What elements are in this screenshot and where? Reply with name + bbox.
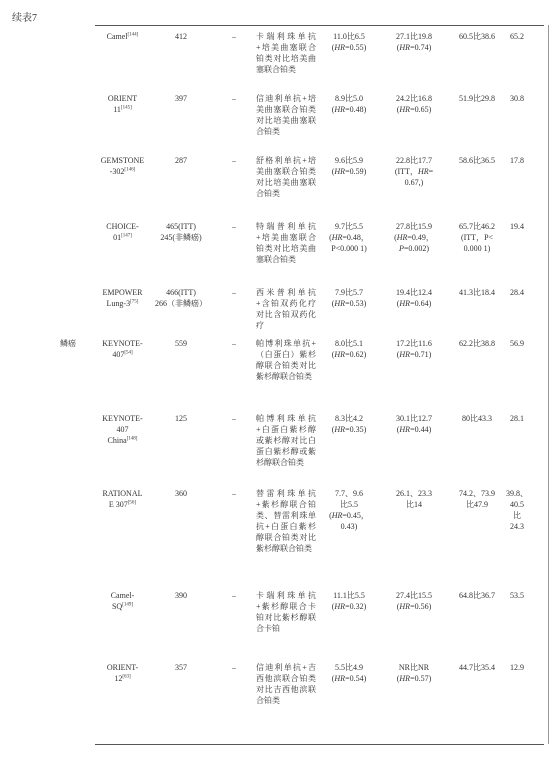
regimen-cell: 舒格利单抗+培美曲塞联合铂类对比培美曲塞联合铂类 bbox=[256, 156, 316, 198]
section-label-squamous: 鳞癌 bbox=[60, 339, 76, 348]
last-col-cell: 28.1 bbox=[510, 414, 524, 423]
regimen-cell: 卡瑞利珠单抗+培美曲塞联合铂类对比培美曲塞联合铂类 bbox=[256, 32, 316, 74]
sample-size-cell: 287 bbox=[175, 156, 187, 165]
regimen-cell: 替雷利珠单抗+紫杉醇联合铂类、替雷利珠单抗+白蛋白紫杉醇联合铂类对比紫杉醇联合铂类 bbox=[256, 489, 316, 553]
os-cell: 27.4比15.5 (HR=0.56) bbox=[396, 591, 432, 611]
last-col-cell: 19.4 bbox=[510, 222, 524, 231]
pfs-cell: 11.0比6.5 (HR=0.55) bbox=[331, 32, 367, 52]
dash-cell: – bbox=[232, 222, 236, 231]
regimen-cell: 帕博利珠单抗+（白蛋白）紫杉醇联合铂类对比紫杉醇联合铂类 bbox=[256, 339, 316, 381]
last-col-cell: 28.4 bbox=[510, 288, 524, 297]
os-cell: 27.1比19.8 (HR=0.74) bbox=[396, 32, 432, 52]
sample-size-cell: 559 bbox=[175, 339, 187, 348]
regimen-cell: 帕博利珠单抗+白蛋白紫杉醇或紫杉醇对比白蛋白紫杉醇或紫杉醇联合铂类 bbox=[256, 414, 316, 467]
trial-name-cell: ORIENT 11[145] bbox=[107, 94, 138, 114]
os-cell: 22.8比17.7 (ITT，HR= 0.67,) bbox=[394, 156, 434, 187]
trial-name-cell: GEMSTONE -302[146] bbox=[100, 156, 145, 176]
trial-name-cell: Camel- SQ[149] bbox=[110, 591, 135, 611]
dash-cell: – bbox=[232, 591, 236, 600]
last-col-cell: 65.2 bbox=[510, 32, 524, 41]
top-rule bbox=[95, 25, 544, 26]
sample-size-cell: 125 bbox=[175, 414, 187, 423]
trial-name-cell: Camel[144] bbox=[106, 32, 139, 41]
last-col-cell: 53.5 bbox=[510, 591, 524, 600]
orr-cell: 58.6比36.5 bbox=[459, 156, 495, 165]
orr-cell: 44.7比35.4 bbox=[459, 663, 495, 672]
sample-size-cell: 465(ITT) 245(非鳞癌) bbox=[160, 222, 202, 242]
os-cell: 27.8比15.9 (HR=0.49， P=0.002) bbox=[394, 222, 434, 253]
trial-name-cell: KEYNOTE- 407[54] bbox=[102, 339, 143, 359]
right-border bbox=[548, 25, 549, 744]
orr-cell: 65.7比46.2 (ITT，P< 0.000 1) bbox=[459, 222, 495, 253]
orr-cell: 41.3比18.4 bbox=[459, 288, 495, 297]
orr-cell: 60.5比38.6 bbox=[459, 32, 495, 41]
pfs-cell: 9.6比5.9 (HR=0.59) bbox=[331, 156, 367, 176]
last-col-cell: 56.9 bbox=[510, 339, 524, 348]
last-col-cell: 12.9 bbox=[510, 663, 524, 672]
pfs-cell: 11.1比5.5 (HR=0.32) bbox=[331, 591, 367, 611]
last-col-cell: 17.8 bbox=[510, 156, 524, 165]
regimen-cell: 信迪利单抗+吉西他滨联合铂类对比吉西他滨联合铂类 bbox=[256, 663, 316, 705]
pfs-cell: 7.9比5.7 (HR=0.53) bbox=[331, 288, 367, 308]
dash-cell: – bbox=[232, 32, 236, 41]
pfs-cell: 8.3比4.2 (HR=0.35) bbox=[331, 414, 367, 434]
sample-size-cell: 390 bbox=[175, 591, 187, 600]
orr-cell: 74.2、73.9 比47.9 bbox=[459, 489, 495, 509]
last-col-cell: 30.8 bbox=[510, 94, 524, 103]
dash-cell: – bbox=[232, 489, 236, 498]
orr-cell: 51.9比29.8 bbox=[459, 94, 495, 103]
dash-cell: – bbox=[232, 156, 236, 165]
regimen-cell: 信迪利单抗+培美曲塞联合铂类对比培美曲塞联合铂类 bbox=[256, 94, 316, 136]
pfs-cell: 8.9比5.0 (HR=0.48) bbox=[331, 94, 367, 114]
sample-size-cell: 397 bbox=[175, 94, 187, 103]
os-cell: 19.4比12.4 (HR=0.64) bbox=[396, 288, 432, 308]
orr-cell: 62.2比38.8 bbox=[459, 339, 495, 348]
orr-cell: 80比43.3 bbox=[462, 414, 492, 423]
bottom-rule bbox=[95, 744, 544, 745]
regimen-cell: 特瑞普利单抗+培美曲塞联合铂类对比培美曲塞联合铂类 bbox=[256, 222, 316, 264]
sample-size-cell: 357 bbox=[175, 663, 187, 672]
regimen-cell: 西米普利单抗+含铂双药化疗对比含铂双药化疗 bbox=[256, 288, 316, 330]
pfs-cell: 7.7、9.6 比5.5 (HR=0.45， 0.43) bbox=[329, 489, 369, 531]
pfs-cell: 8.0比5.1 (HR=0.62) bbox=[331, 339, 367, 359]
continuation-label: 续表7 bbox=[12, 13, 37, 24]
os-cell: 30.1比12.7 (HR=0.44) bbox=[396, 414, 432, 434]
os-cell: NR比NR (HR=0.57) bbox=[396, 663, 432, 683]
last-col-cell: 39.8、 40.5 比 24.3 bbox=[506, 489, 528, 531]
os-cell: 26.1、23.3 比14 bbox=[396, 489, 432, 509]
dash-cell: – bbox=[232, 414, 236, 423]
trial-name-cell: CHOICE- 01[147] bbox=[106, 222, 139, 242]
orr-cell: 64.8比36.7 bbox=[459, 591, 495, 600]
sample-size-cell: 466(ITT) 266（非鳞癌） bbox=[155, 288, 207, 308]
trial-name-cell: KEYNOTE- 407 China[148] bbox=[102, 414, 143, 445]
pfs-cell: 9.7比5.5 (HR=0.48， P<0.000 1) bbox=[329, 222, 369, 253]
os-cell: 24.2比16.8 (HR=0.65) bbox=[396, 94, 432, 114]
trial-name-cell: EMPOWER Lung-3[75] bbox=[102, 288, 143, 308]
dash-cell: – bbox=[232, 94, 236, 103]
dash-cell: – bbox=[232, 339, 236, 348]
dash-cell: – bbox=[232, 288, 236, 297]
trial-name-cell: RATIONAL E 307[56] bbox=[102, 489, 143, 509]
trial-name-cell: ORIENT- 12[63] bbox=[106, 663, 139, 683]
sample-size-cell: 412 bbox=[175, 32, 187, 41]
os-cell: 17.2比11.6 (HR=0.71) bbox=[396, 339, 432, 359]
dash-cell: – bbox=[232, 663, 236, 672]
regimen-cell: 卡瑞利珠单抗+紫杉醇联合卡铂对比紫杉醇联合卡铂 bbox=[256, 591, 316, 633]
sample-size-cell: 360 bbox=[175, 489, 187, 498]
pfs-cell: 5.5比4.9 (HR=0.54) bbox=[331, 663, 367, 683]
